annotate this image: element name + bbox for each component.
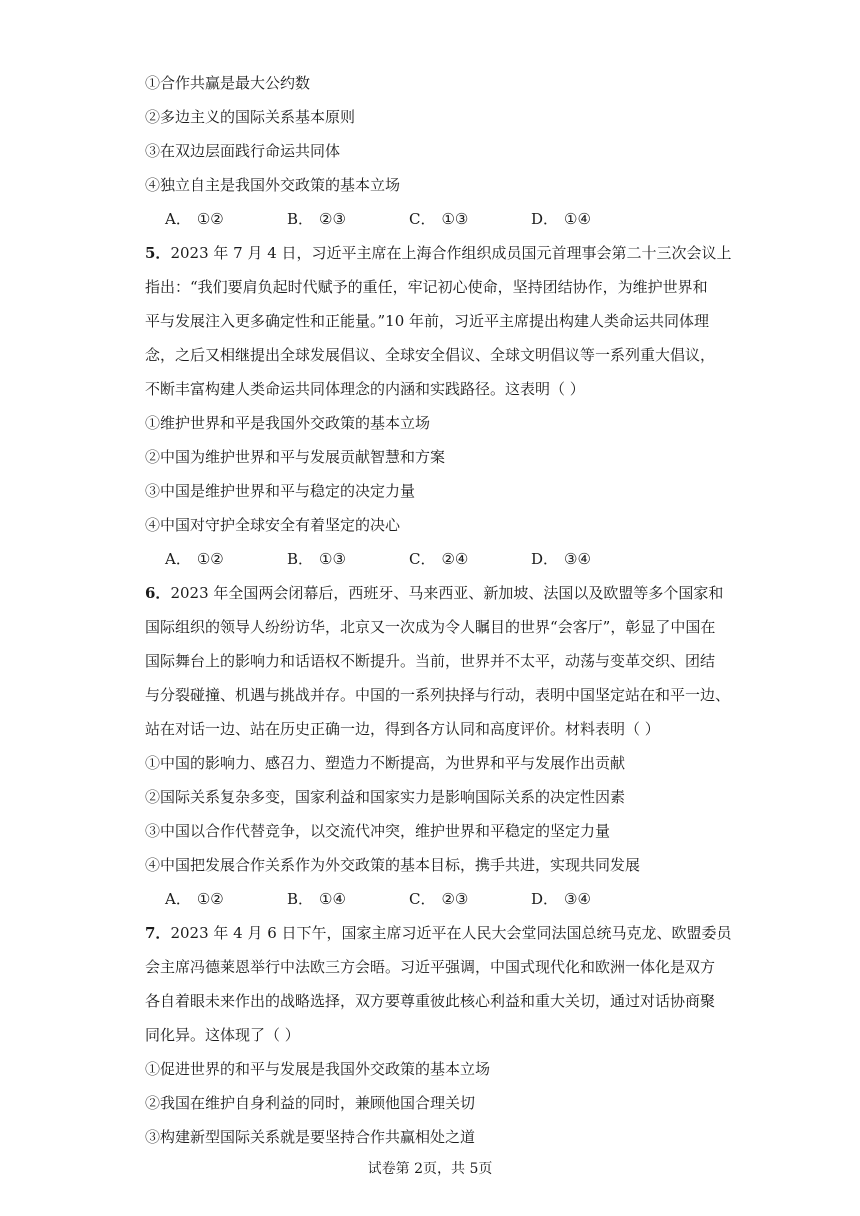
question-number: 7． [145,924,171,942]
question-stem-line: 国际组织的领导人纷纷访华，北京又一次成为令人瞩目的世界“会客厅”，彰显了中国在 [145,618,716,636]
option-line: ③在双边层面践行命运共同体 [145,142,341,160]
option-line: ④独立自主是我国外交政策的基本立场 [145,176,401,194]
question-5 [145,236,732,576]
question-stem-line: 与分裂碰撞、机遇与挑战并存。中国的一系列抉择与行动，表明中国坚定站在和平一边、 [145,686,731,704]
question-6 [145,576,731,916]
question-stem-line: 同化异。这体现了（ ） [145,1026,300,1044]
question-stem-line: 7．2023 年 4 月 6 日下午，国家主席习近平在人民大会堂同法国总统马克龙、欧盟委员 [145,924,732,942]
question-stem-line: 会主席冯德莱恩举行中法欧三方会晤。习近平强调，中国式现代化和欧洲一体化是双方 [145,958,716,976]
question-7 [145,916,732,1154]
question-stem-line: 不断丰富构建人类命运共同体理念的内涵和实践路径。这表明（ ） [145,380,585,398]
question-stem-line: 5．2023 年 7 月 4 日，习近平主席在上海合作组织成员国元首理事会第二十三次会议上 [145,244,732,262]
question-stem-line: 指出：“我们要肩负起时代赋予的重任，牢记初心使命，坚持团结协作，为维护世界和 [145,278,708,296]
answer-choices [145,542,720,576]
answer-choices [145,202,720,236]
choice-b: B． ①④ [287,890,346,908]
choice-a: A． ①② [165,890,224,908]
choice-c: C． ②③ [409,890,469,908]
choice-c: C． ①③ [409,210,469,228]
question-number: 6． [145,584,171,602]
option-line: ④中国把发展合作关系作为外交政策的基本目标，携手共进，实现共同发展 [145,856,641,874]
option-line: ②多边主义的国际关系基本原则 [145,108,356,126]
page-footer: 试卷第 2页，共 5页 [367,1161,493,1177]
choice-d: D． ③④ [531,890,591,908]
option-line: ②中国为维护世界和平与发展贡献智慧和方案 [145,448,446,466]
question-stem-line: 站在对话一边、站在历史正确一边，得到各方认同和高度评价。材料表明（ ） [145,720,660,738]
option-line: ③构建新型国际关系就是要坚持合作共赢相处之道 [145,1128,476,1146]
question-stem-line: 国际舞台上的影响力和话语权不断提升。当前，世界并不太平，动荡与变革交织、团结 [145,652,716,670]
exam-page-content [145,66,732,1154]
option-line: ③中国是维护世界和平与稳定的决定力量 [145,482,416,500]
option-line: ④中国对守护全球安全有着坚定的决心 [145,516,401,534]
choice-a: A． ①② [165,550,224,568]
answer-choices [145,882,720,916]
option-line: ①促进世界的和平与发展是我国外交政策的基本立场 [145,1060,491,1078]
question-stem-line: 各自着眼未来作出的战略选择，双方要尊重彼此核心利益和重大关切，通过对话协商聚 [145,992,716,1010]
choice-d: D． ③④ [531,550,591,568]
option-line: ①合作共赢是最大公约数 [145,74,311,92]
option-line: ①维护世界和平是我国外交政策的基本立场 [145,414,431,432]
choice-b: B． ①③ [287,550,346,568]
question-4-tail [145,66,720,236]
choice-a: A． ①② [165,210,224,228]
choice-c: C． ②④ [409,550,469,568]
option-line: ①中国的影响力、感召力、塑造力不断提高，为世界和平与发展作出贡献 [145,754,626,772]
option-line: ②国际关系复杂多变，国家利益和国家实力是影响国际关系的决定性因素 [145,788,626,806]
choice-b: B． ②③ [287,210,346,228]
choice-d: D． ①④ [531,210,591,228]
question-stem-line: 念，之后又相继提出全球发展倡议、全球安全倡议、全球文明倡议等一系列重大倡议， [145,346,716,364]
question-stem-line: 平与发展注入更多确定性和正能量。”10 年前，习近平主席提出构建人类命运共同体理 [145,312,710,330]
question-number: 5． [145,244,171,262]
option-line: ②我国在维护自身利益的同时，兼顾他国合理关切 [145,1094,476,1112]
option-line: ③中国以合作代替竞争，以交流代冲突，维护世界和平稳定的坚定力量 [145,822,611,840]
question-stem-line: 6．2023 年全国两会闭幕后，西班牙、马来西亚、新加坡、法国以及欧盟等多个国家和 [145,584,724,602]
